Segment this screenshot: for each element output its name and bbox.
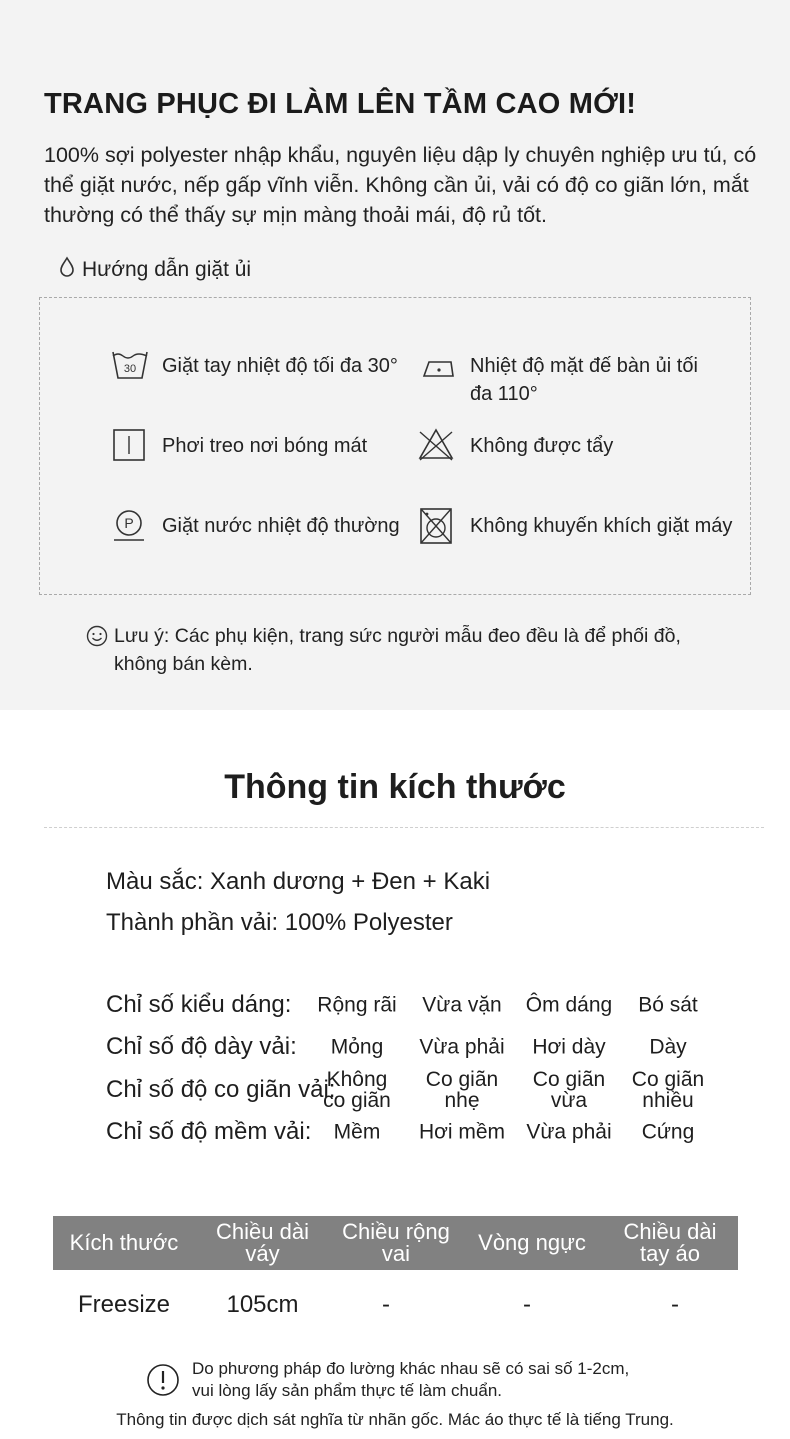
accessory-note [86, 622, 684, 678]
index-option: Bó sát [638, 993, 698, 1017]
index-option: Vừa phải [526, 1120, 612, 1144]
table-cell: - [671, 1291, 679, 1318]
index-option: Hơi dày [532, 1035, 606, 1059]
care-label: Không khuyến khích giặt máy [470, 515, 733, 537]
color-line: Màu sắc: Xanh dương + Đen + Kaki [106, 868, 491, 895]
measurement-warning [146, 1358, 632, 1402]
table-row [53, 1280, 738, 1330]
index-option: Vừa vặn [422, 993, 502, 1017]
index-option: Ôm dáng [525, 993, 613, 1017]
care-label: Giặt tay nhiệt độ tối đa 30° [162, 355, 398, 377]
care-label: Nhiệt độ mặt đế bàn ủi tối đa 110° [470, 355, 698, 405]
index-option: Cứng [641, 1120, 695, 1144]
smiley-icon [86, 625, 108, 647]
note-text: Lưu ý: Các phụ kiện, trang sức người mẫu đeo đều là để phối đồ, không bán kèm. [114, 625, 681, 675]
size-table-header-cell: Chiều dài váy [216, 1219, 309, 1266]
size-table-header [53, 1216, 738, 1270]
care-label: Giặt nước nhiệt độ thường [162, 515, 400, 537]
size-table-header-cell: Chiều rộng vai [342, 1219, 450, 1266]
index-label: Chỉ số độ co giãn vải: [106, 1076, 336, 1103]
professional-clean-icon [110, 508, 150, 548]
professional-letter: P [124, 515, 134, 531]
do-not-bleach-icon [418, 428, 458, 468]
table-cell: - [523, 1291, 531, 1318]
index-option: Không co giãn [323, 1068, 391, 1112]
headline: TRANG PHỤC ĐI LÀM LÊN TẦM CAO MỚI! [44, 88, 637, 120]
size-table-header-cell: Kích thước [69, 1230, 179, 1255]
care-item-professional [110, 508, 400, 548]
index-row-thickness [106, 1025, 746, 1069]
divider [44, 827, 764, 828]
index-option: Mỏng [330, 1035, 384, 1059]
table-cell: - [382, 1291, 390, 1318]
size-table-header-cell: Chiều dài tay áo [623, 1219, 717, 1266]
index-option: Mềm [333, 1120, 381, 1144]
index-row-softness [106, 1110, 746, 1154]
care-label: Không được tẩy [470, 435, 614, 457]
index-option: Vừa phải [419, 1035, 505, 1059]
line-dry-shade-icon [110, 428, 150, 468]
care-item-machine [418, 508, 732, 548]
water-drop-icon [58, 256, 76, 284]
index-option: Dày [649, 1035, 687, 1059]
care-title-text: Hướng dẫn giặt ủi [82, 258, 252, 281]
index-row-stretch [106, 1068, 746, 1112]
care-item-dry [110, 428, 367, 468]
care-label: Phơi treo nơi bóng mát [162, 435, 368, 457]
hand-wash-temp-text: 30 [123, 363, 137, 375]
care-item-bleach [418, 428, 613, 468]
care-title [58, 256, 251, 284]
size-info-title: Thông tin kích thước [224, 768, 566, 806]
index-option: Co giãn nhiều [631, 1068, 705, 1112]
translation-footnote: Thông tin được dịch sát nghĩa từ nhãn gốc. Mác áo thực tế là tiếng Trung. [116, 1410, 674, 1429]
care-item-iron [418, 348, 718, 408]
index-row-fit [106, 983, 746, 1027]
hand-wash-30-icon [110, 348, 150, 388]
fabric-line: Thành phần vải: 100% Polyester [106, 909, 453, 936]
care-item-hand-wash [110, 348, 398, 388]
index-option: Co giãn vừa [532, 1068, 606, 1112]
index-label: Chỉ số độ mềm vải: [106, 1118, 312, 1145]
index-label: Chỉ số kiểu dáng: [106, 991, 292, 1018]
index-label: Chỉ số độ dày vải: [106, 1033, 297, 1060]
iron-low-icon [418, 348, 458, 388]
table-cell: Freesize [77, 1291, 171, 1318]
size-table-header-cell: Vòng ngực [478, 1230, 586, 1255]
index-option: Co giãn nhẹ [425, 1068, 499, 1112]
exclamation-circle-icon [146, 1363, 180, 1397]
do-not-machine-wash-icon [418, 508, 458, 548]
intro-paragraph: 100% sợi polyester nhập khẩu, nguyên liệu dập ly chuyên nghiệp ưu tú, có thể giặt nước, nếp gấp vĩnh viễn. Không cần ủi, vải có độ co giãn lớn, mắt thường có thể thấy sự mịn màng thoải mái, độ rủ tốt. [44, 143, 757, 227]
warning-text: Do phương pháp đo lường khác nhau sẽ có sai số 1-2cm, vui lòng lấy sản phẩm thực tế làm chuẩn. [192, 1359, 630, 1400]
table-cell: 105cm [226, 1291, 299, 1318]
index-option: Rộng rãi [317, 993, 397, 1017]
index-option: Hơi mềm [418, 1120, 506, 1144]
